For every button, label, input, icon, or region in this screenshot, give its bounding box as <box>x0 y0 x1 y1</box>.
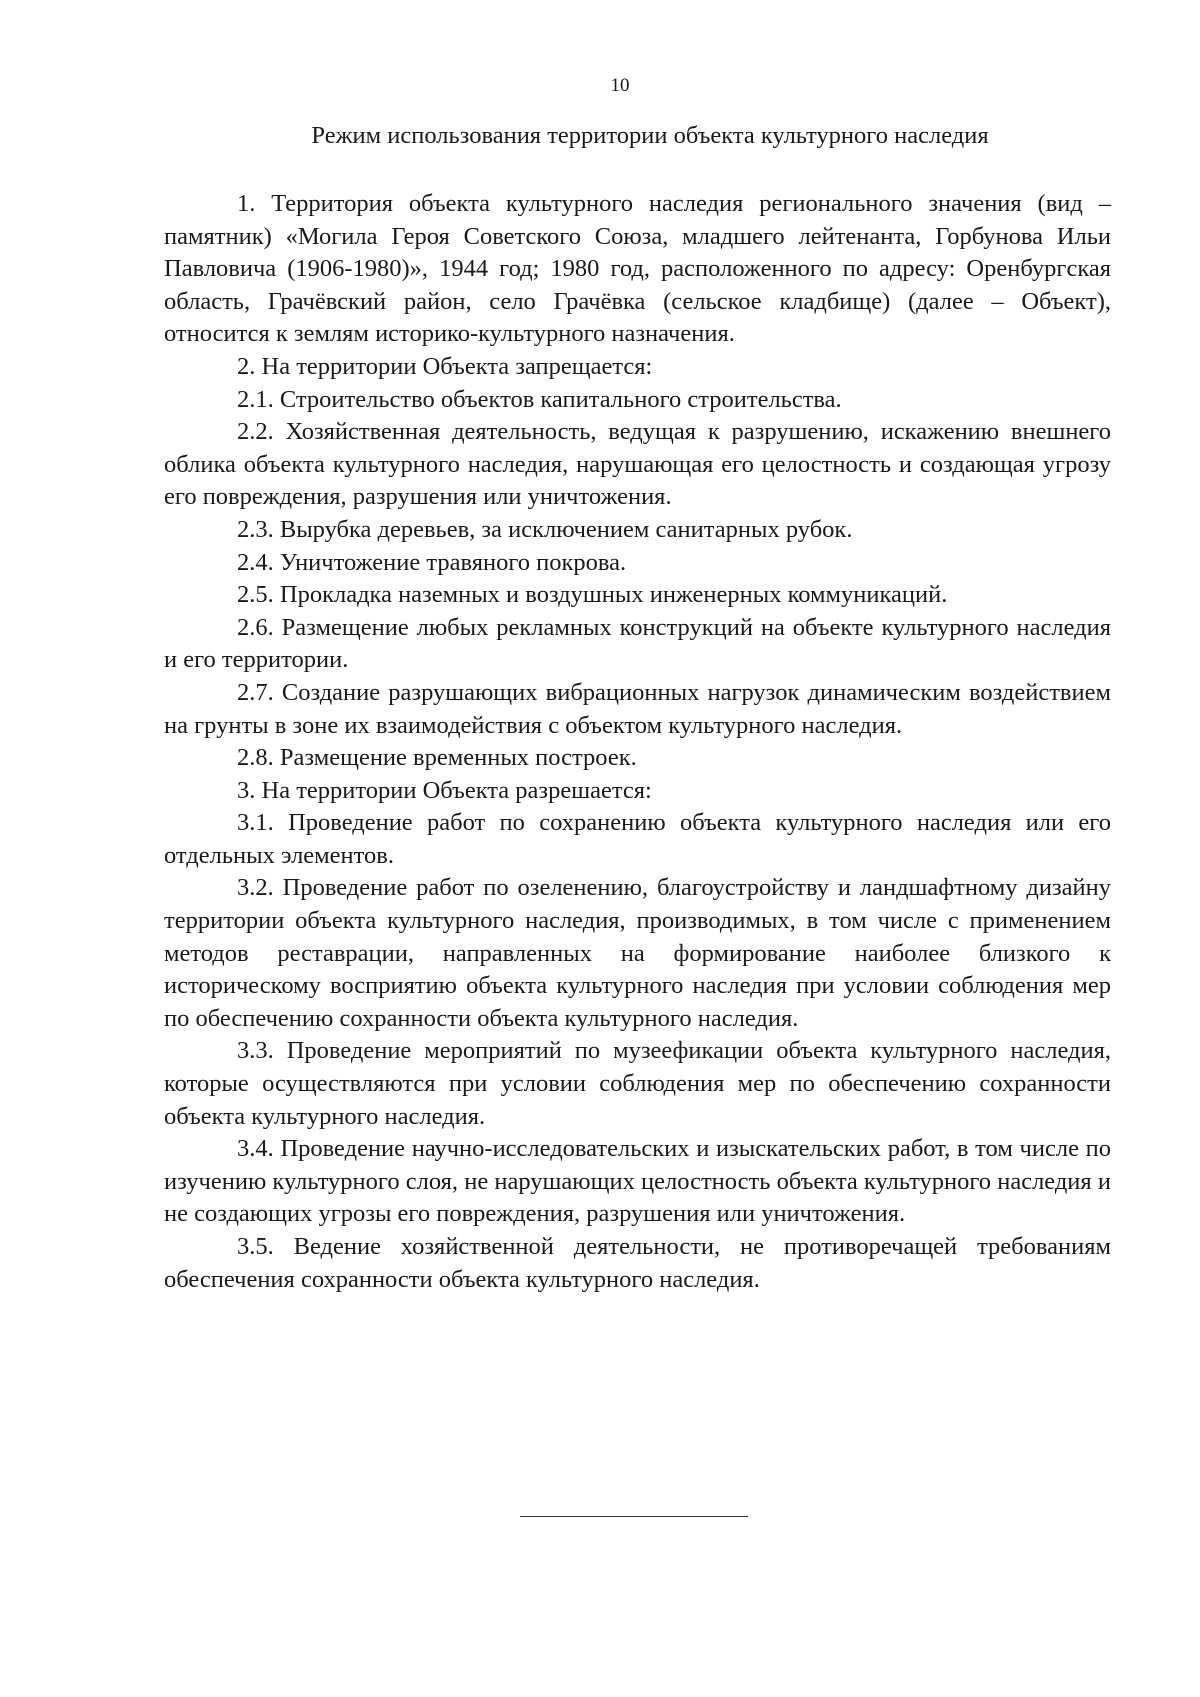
document-title: Режим использования территории объекта культурного наследия <box>311 122 989 149</box>
paragraph-2-3: 2.3. Вырубка деревьев, за исключением санитарных рубок. <box>237 515 853 543</box>
paragraph-3-2: 3.2. Проведение работ по озеленению, благоустройству и ландшафтному дизайну территории объекта культурного наследия, производимых, в том числе с применением методов реставрации, направленных на формирование наиболее близкого к историческому восприятию объекта культурного наследия при условии соблюдения мер по обеспечению сохранности объекта культурного наследия. <box>164 874 1111 1032</box>
paragraph-2-8: 2.8. Размещение временных построек. <box>237 744 637 772</box>
paragraph-2: 2. На территории Объекта запрещается: <box>237 352 653 380</box>
paragraph-2-2: 2.2. Хозяйственная деятельность, ведущая к разрушению, искажению внешнего облика объекта культурного наследия, нарушающая его целостность и создающая угрозу его повреждения, разрушения или уничтожения. <box>164 418 1111 511</box>
document-body <box>164 188 1111 1296</box>
paragraph-3: 3. На территории Объекта разрешается: <box>237 776 652 804</box>
page-number: 10 <box>610 75 630 96</box>
paragraph-2-5: 2.5. Прокладка наземных и воздушных инженерных коммуникаций. <box>237 581 948 609</box>
paragraph-1: 1. Территория объекта культурного наследия регионального значения (вид – памятник) «Могила Героя Советского Союза, младшего лейтенанта, Горбунова Ильи Павловича (1906-1980)», 1944 год; 1980 год, расположенного по адресу: Оренбургская область, Грачёвский район, село Грачёвка (сельское кладбище) (далее – Объект), относится к землям историко-культурного назначения. <box>164 190 1111 348</box>
closing-divider-line <box>520 1516 748 1517</box>
paragraph-3-4: 3.4. Проведение научно-исследовательских и изыскательских работ, в том числе по изучению культурного слоя, не нарушающих целостность объекта культурного наследия и не создающих угрозы его повреждения, разрушения или уничтожения. <box>164 1135 1111 1228</box>
paragraph-3-5: 3.5. Ведение хозяйственной деятельности, не противоречащей требованиям обеспечения сохранности объекта культурного наследия. <box>164 1233 1111 1293</box>
paragraph-3-1: 3.1. Проведение работ по сохранению объекта культурного наследия или его отдельных элементов. <box>164 809 1111 869</box>
paragraph-2-6: 2.6. Размещение любых рекламных конструкций на объекте культурного наследия и его территории. <box>164 613 1111 674</box>
paragraph-3-3: 3.3. Проведение мероприятий по музеефикации объекта культурного наследия, которые осуществляются при условии соблюдения мер по обеспечению сохранности объекта культурного наследия. <box>164 1037 1111 1130</box>
paragraph-2-4: 2.4. Уничтожение травяного покрова. <box>237 548 627 576</box>
paragraph-2-1: 2.1. Строительство объектов капитального строительства. <box>237 385 842 413</box>
paragraph-2-7: 2.7. Создание разрушающих вибрационных нагрузок динамическим воздействием на грунты в зоне их взаимодействия с объектом культурного наследия. <box>164 678 1111 739</box>
